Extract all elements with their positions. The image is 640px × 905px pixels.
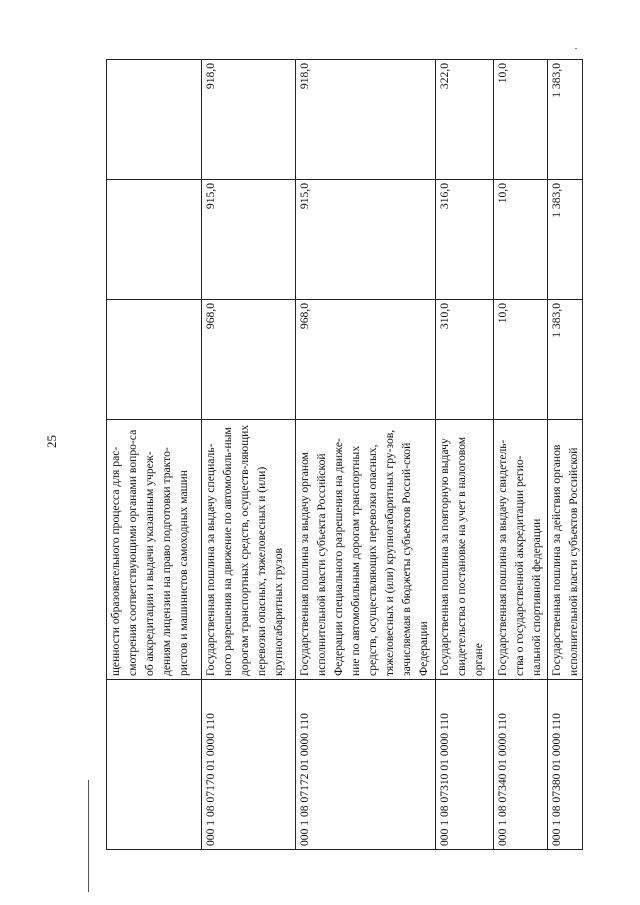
revenue-name: Государственная пошлина за выдачу специаль-ного разрешения на движение по автомобиль-ным дорогам транспортных средств, осуществ-ляющих перевозки опасных, тяжеловесных и (или) крупногабаритных грузов bbox=[202, 420, 296, 680]
value-year-1: 310,0 bbox=[436, 300, 494, 420]
table-row bbox=[296, 60, 436, 850]
value-year-3 bbox=[107, 60, 202, 180]
footnote-separator-line bbox=[88, 780, 89, 892]
table-row bbox=[202, 60, 296, 850]
value-year-3: 322,0 bbox=[436, 60, 494, 180]
budget-code: 000 1 08 07172 01 0000 110 bbox=[296, 680, 436, 850]
scan-speck bbox=[575, 48, 577, 49]
value-year-1: 968,0 bbox=[296, 300, 436, 420]
value-year-2: 10,0 bbox=[494, 180, 548, 300]
revenue-name: Государственная пошлина за действия органов исполнительной власти субъектов Российской bbox=[548, 420, 583, 680]
budget-code: 000 1 08 07340 01 0000 110 bbox=[494, 680, 548, 850]
value-year-1: 1 383,0 bbox=[548, 300, 583, 420]
revenue-name: щенности образовательного процесса для рас-смотрения соответствующими органами вопро-са об аккредитации и выдачи указанным учреж-дениям лицензии на право подготовки тракто-ристов и машинистов самоходных машин bbox=[107, 420, 202, 680]
value-year-3: 10,0 bbox=[494, 60, 548, 180]
value-year-1: 968,0 bbox=[202, 300, 296, 420]
value-year-2 bbox=[107, 180, 202, 300]
table-row bbox=[548, 60, 583, 850]
rotated-page-content bbox=[106, 60, 582, 850]
revenue-name: Государственная пошлина за выдачу свидетель-ства о государственной аккредитации регио-нальной спортивной федерации bbox=[494, 420, 548, 680]
value-year-2: 915,0 bbox=[296, 180, 436, 300]
value-year-3: 1 383,0 bbox=[548, 60, 583, 180]
revenue-name: Государственная пошлина за выдачу органом исполнительной власти субъекта Российской Федерации специального разрешения на движе-ние по автомобильным дорогам транспортных средств, осуществляющих перевозки опасных, тяжеловесных и (или) крупногабаритных гру-зов, зачисляемая в бюджеты субъектов Россий-ской Федерации bbox=[296, 420, 436, 680]
value-year-1 bbox=[107, 300, 202, 420]
table-row bbox=[107, 60, 202, 850]
value-year-3: 918,0 bbox=[296, 60, 436, 180]
table-row bbox=[494, 60, 548, 850]
page-number: 25 bbox=[44, 435, 59, 448]
budget-code: 000 1 08 07170 01 0000 110 bbox=[202, 680, 296, 850]
budget-code bbox=[107, 680, 202, 850]
value-year-2: 316,0 bbox=[436, 180, 494, 300]
table-row bbox=[436, 60, 494, 850]
budget-code: 000 1 08 07380 01 0000 110 bbox=[548, 680, 583, 850]
value-year-1: 10,0 bbox=[494, 300, 548, 420]
budget-code: 000 1 08 07310 01 0000 110 bbox=[436, 680, 494, 850]
value-year-2: 915,0 bbox=[202, 180, 296, 300]
revenue-table bbox=[106, 59, 583, 850]
value-year-3: 918,0 bbox=[202, 60, 296, 180]
value-year-2: 1 383,0 bbox=[548, 180, 583, 300]
revenue-name: Государственная пошлина за повторную выдачу свидетельства о постановке на учет в налоговом органе bbox=[436, 420, 494, 680]
